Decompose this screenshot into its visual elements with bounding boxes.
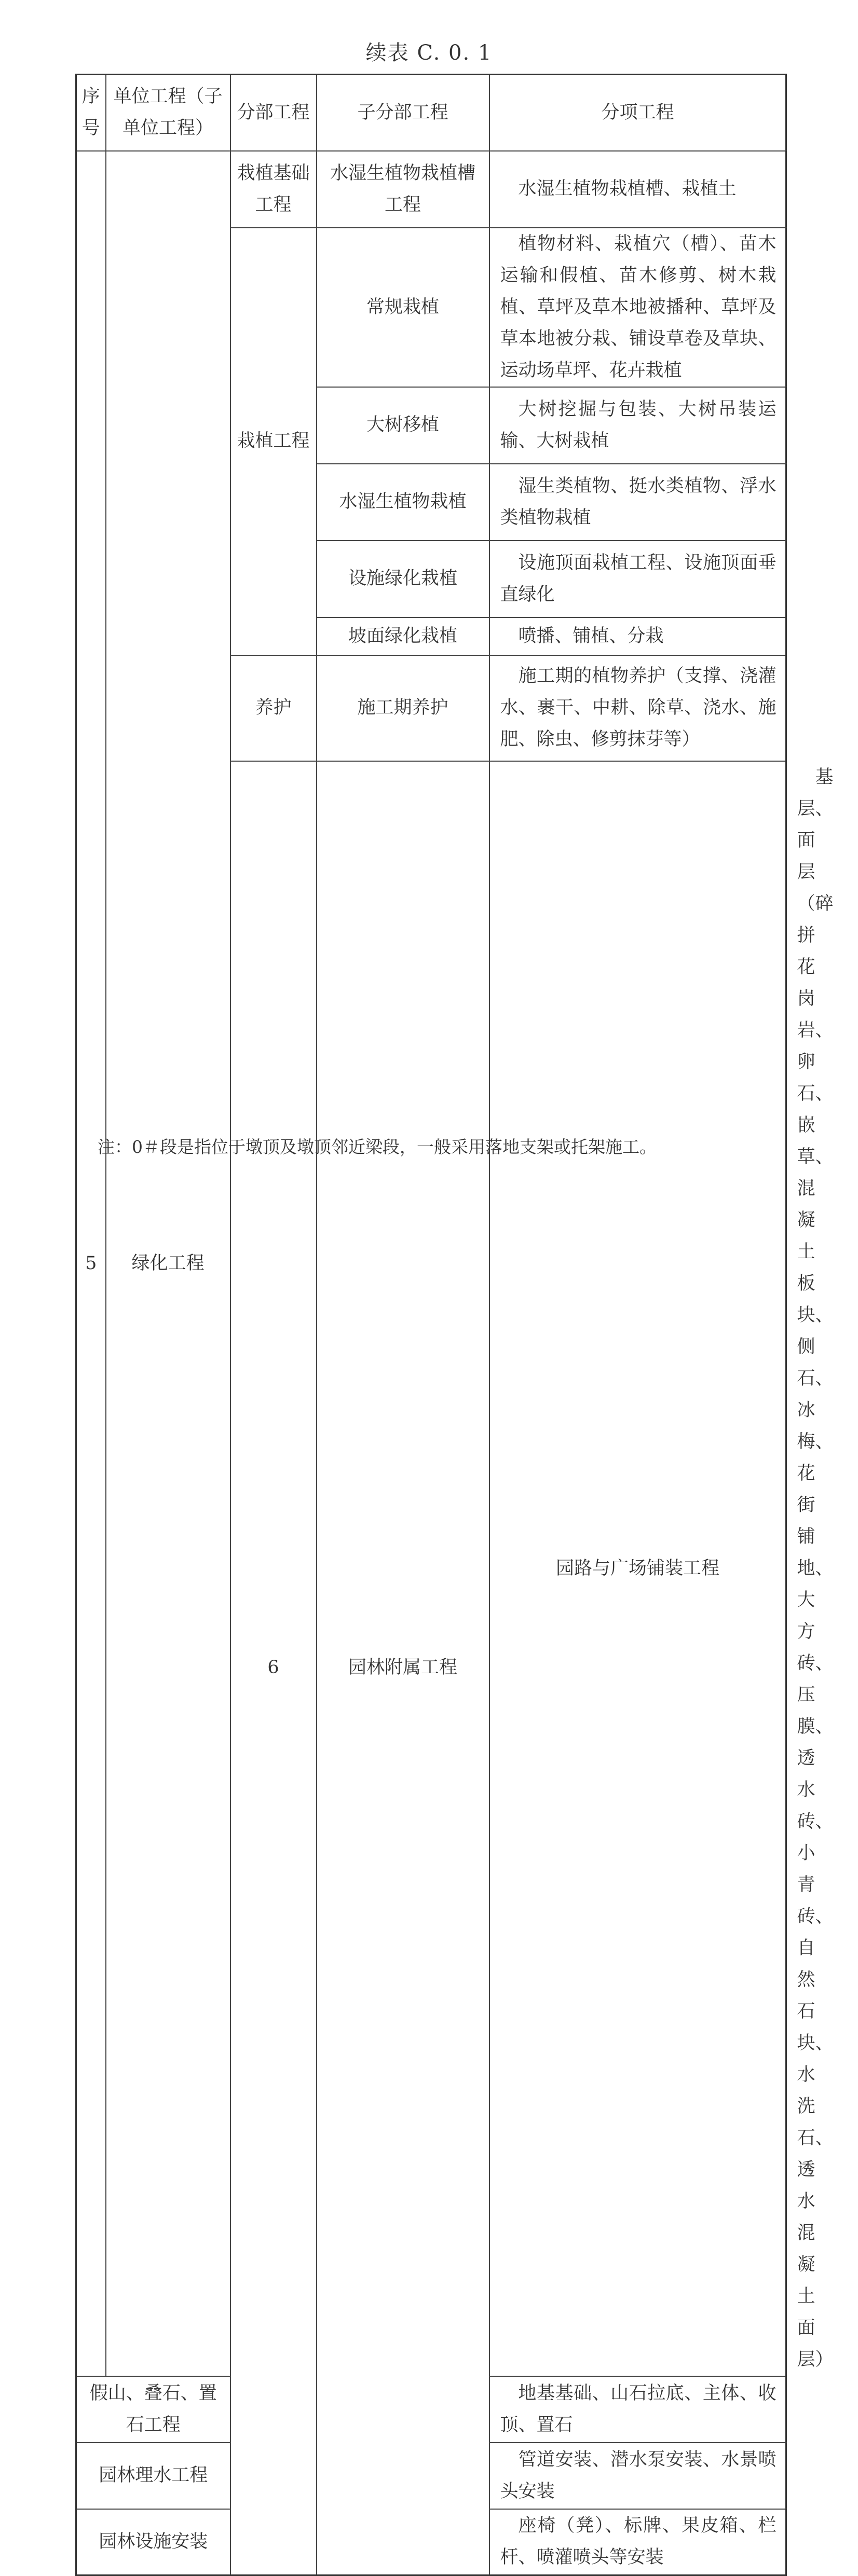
- item-cell: [489, 2443, 786, 2509]
- table-row: [76, 151, 786, 228]
- item-cell: [489, 655, 786, 761]
- item-cell: [489, 541, 786, 617]
- item-text: 大树挖掘与包装、大树吊装运输、大树栽植: [500, 398, 777, 451]
- subdivision-cell: 坡面绿化栽植: [317, 617, 489, 655]
- item-text: 管道安装、潜水泵安装、水景喷头安装: [500, 2449, 777, 2502]
- item-cell: [489, 617, 786, 655]
- division-cell: 假山、叠石、置石工程: [76, 2376, 230, 2443]
- subdivision-cell: 水湿生植物栽植槽工程: [317, 151, 489, 228]
- header-division: 分部工程: [230, 75, 317, 151]
- item-text: 植物材料、栽植穴（槽）、苗木运输和假植、苗木修剪、树木栽植、草坪及草本地被播种、草坪及草本地被分栽、铺设草卷及草块、运动场草坪、花卉栽植: [500, 233, 777, 381]
- item-cell: [489, 387, 786, 464]
- item-text: 施工期的植物养护（支撑、浇灌水、裹干、中耕、除草、浇水、施肥、除虫、修剪抹芽等）: [500, 666, 777, 750]
- item-text: 地基基础、山石拉底、主体、收顶、置石: [500, 2382, 777, 2435]
- header-item: 分项工程: [489, 75, 786, 151]
- footnote: 注：0＃段是指位于墩顶及墩顶邻近梁段，一般采用落地支架或托架施工。: [98, 1137, 657, 1157]
- item-cell: [489, 2509, 786, 2575]
- division-cell: 园林设施安装: [76, 2509, 230, 2575]
- header-subdivision: 子分部工程: [317, 75, 489, 151]
- item-text: 座椅（凳）、标牌、果皮箱、栏杆、喷灌喷头等安装: [500, 2515, 777, 2568]
- division-cell: 栽植工程: [230, 228, 317, 655]
- division-cell: 养护: [230, 655, 317, 761]
- work-division-table: [75, 74, 834, 2576]
- item-text: 喷播、铺植、分栽: [518, 625, 664, 646]
- item-cell: [489, 228, 786, 387]
- header-row: [76, 75, 786, 151]
- item-text: 水湿生植物栽植槽、栽植土: [518, 178, 737, 199]
- subdivision-cell: 大树移植: [317, 387, 489, 464]
- item-text: 设施顶面栽植工程、设施顶面垂直绿化: [500, 552, 777, 605]
- item-cell: [489, 2376, 786, 2443]
- subdivision-cell: 设施绿化栽植: [317, 541, 489, 617]
- division-cell: 园林理水工程: [76, 2443, 230, 2509]
- division-cell: 园路与广场铺装工程: [489, 761, 786, 2376]
- division-cell: 栽植基础工程: [230, 151, 317, 228]
- unit-cell: 园林附属工程: [317, 761, 489, 2575]
- subdivision-cell: 施工期养护: [317, 655, 489, 761]
- subdivision-cell: 常规栽植: [317, 228, 489, 387]
- table-title: 续表 C. 0. 1: [365, 41, 493, 65]
- seq-cell: 6: [230, 761, 317, 2575]
- seq-cell: 5: [76, 151, 106, 2376]
- unit-cell: 绿化工程: [106, 151, 230, 2376]
- table-row: 6 园林附属工程 园路与广场铺装工程 基层、面层（碎拼花岗岩、卵石、嵌草、混凝土板块、侧石、冰梅、花街铺地、大方砖、压膜、透水砖、小青砖、自然石块、水洗石、透水混凝土面层）: [76, 761, 786, 2376]
- header-unit: 单位工程（子单位工程）: [106, 75, 230, 151]
- subdivision-cell: 水湿生植物栽植: [317, 464, 489, 541]
- item-cell: [489, 464, 786, 541]
- item-cell: [489, 151, 786, 228]
- item-text: 湿生类植物、挺水类植物、浮水类植物栽植: [500, 475, 777, 528]
- header-seq: 序号: [76, 75, 106, 151]
